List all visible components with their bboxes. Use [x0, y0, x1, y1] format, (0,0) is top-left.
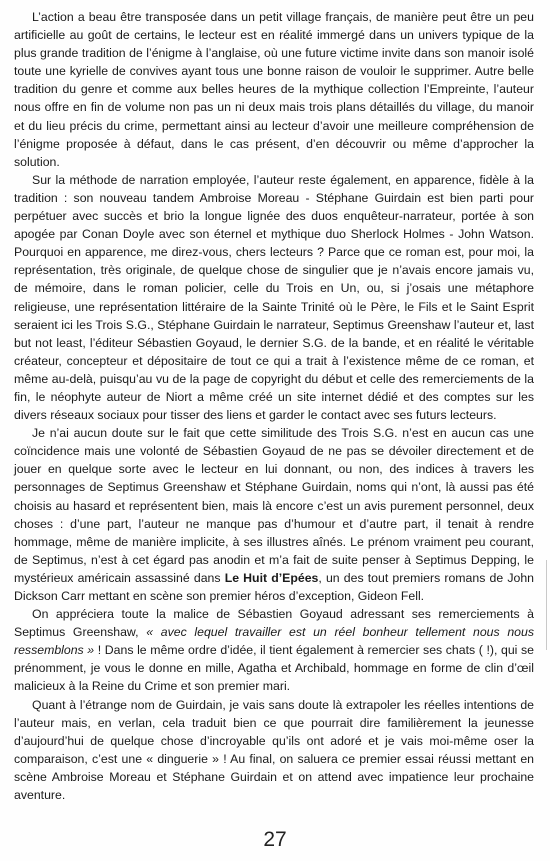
paragraph — [14, 171, 534, 424]
paragraph — [14, 605, 534, 695]
quotation: « avec lequel travailler est un réel bonheur tellement nous nous ressemblons » — [14, 625, 534, 658]
paragraph — [14, 8, 534, 171]
text-run: Sur la méthode de narration employée, l’auteur reste également, en apparence, fidèle à la tradition : son nouveau tandem Ambroise Moreau - Stéphane Guirdain est bien parti pour perpétuer avec succès et brio la longue lignée des duos enquêteur-narrateur, portée à son apogée par Conan Doyle avec son éternel et mythique duo Sherlock Holmes - John Watson. Pourquoi en apparence, me direz-vous, chers lecteurs ? Parce que ce roman est, pour moi, la représentation, très originale, de quelque chose de singulier que je n’avais encore jamais vu, de mémoire, dans le roman policier, celle du Trois en Un, ou, si j’osais une métaphore religieuse, une représentation littéraire de la Sainte Trinité où le Père, le Fils et le Saint Esprit seraient ici les Trois S.G., Stéphane Guirdain le narrateur, Septimus Greenshaw l’auteur et, last but not least, l’éditeur Sébastien Goyaud, le dernier S.G. de la bande, et en réalité le véritable créateur, concepteur et dépositaire de tout ce qui a trait à l’existence même de ce roman, et même au-delà, puisqu’au vu de la page de copyright du début et celle des remerciements de la fin, le néophyte auteur de Niort a même créé un site internet dédié et des comptes sur les divers réseaux sociaux pour tisser des liens et garder le contact avec ses futurs lecteurs. — [14, 172, 534, 423]
page-number: 27 — [263, 828, 287, 851]
paragraph — [14, 696, 534, 805]
body-text — [14, 8, 534, 804]
text-run: L’action a beau être transposée dans un petit village français, de manière peut être un peu artificielle au goût de certains, le lecteur est en réalité immergé dans un univers typique de la plus grande tradition de l’énigme à l’anglaise, où une future victime invite dans son manoir isolé toute une kyrielle de convives ayant tous une bonne raison de vouloir le supprimer. Autre belle tradition du genre et comme aux belles heures de la mythique collection l’Empreinte, l’auteur nous offre en fin de volume non pas un ni deux mais trois plans détaillés du village, du manoir et du lieu précis du crime, permettant ainsi au lecteur d’avoir une meilleure compréhension de l’énigme proposée à défaut, dans le cas présent, d’en découvrir ou même d’approcher la solution. — [14, 10, 534, 169]
text-run: Quant à l’étrange nom de Guirdain, je vais sans doute là extrapoler les réelles intentions de l’auteur mais, en verlan, cela traduit bien ce que pourrait dire familièrement la jeunesse d’aujourd’hui de quelque chose d’incroyable qu’ils ont adoré et je vais moi-même oser la comparaison, c’est une « dinguerie » ! Au final, on saluera ce premier essai réussi mettant en scène Ambroise Moreau et Stéphane Guirdain et on attend avec impatience leur prochaine aventure. — [14, 697, 534, 803]
text-run: ! Dans le même ordre d’idée, il tient également à remercier ses chats ( !), qui se prénomment, je vous le donne en mille, Agatha et Archibald, hommage en forme de clin d’œil malicieux à la Reine du Crime et son premier mari. — [14, 643, 534, 694]
scan-edge-mark — [546, 560, 547, 650]
text-run: On appréciera toute la malice de Sébastien Goyaud adressant ses remerciements à Septimus Greenshaw, — [14, 607, 534, 640]
text-run: , un des tout premiers romans de John Dickson Carr mettant en scène son premier héros d’exception, Gideon Fell. — [14, 570, 534, 603]
book-title: Le Huit d’Epées — [224, 570, 319, 585]
paragraph — [14, 424, 534, 605]
text-run: Je n’ai aucun doute sur le fait que cette similitude des Trois S.G. n’est en aucun cas une coïncidence mais une volonté de Sébastien Goyaud de ne pas se dévoiler directement et de jouer en quelque sorte avec le lecteur en lui donnant, ou non, des indices à travers les personnages de Septimus Greenshaw et Stéphane Guirdain, noms qui n’ont, là aussi pas été choisis au hasard et représentent bien, mais là encore c’est un avis purement personnel, deux choses : d’une part, l’auteur ne manque pas d’humour et d’autre part, il tenait à rendre hommage, même de manière implicite, à ses illustres aînés. Le prénom vraiment peu courant, de Septimus, n’est à cet égard pas anodin et m’a fait de suite penser à Septimus Depping, le mystérieux américain assassiné dans — [14, 426, 534, 585]
